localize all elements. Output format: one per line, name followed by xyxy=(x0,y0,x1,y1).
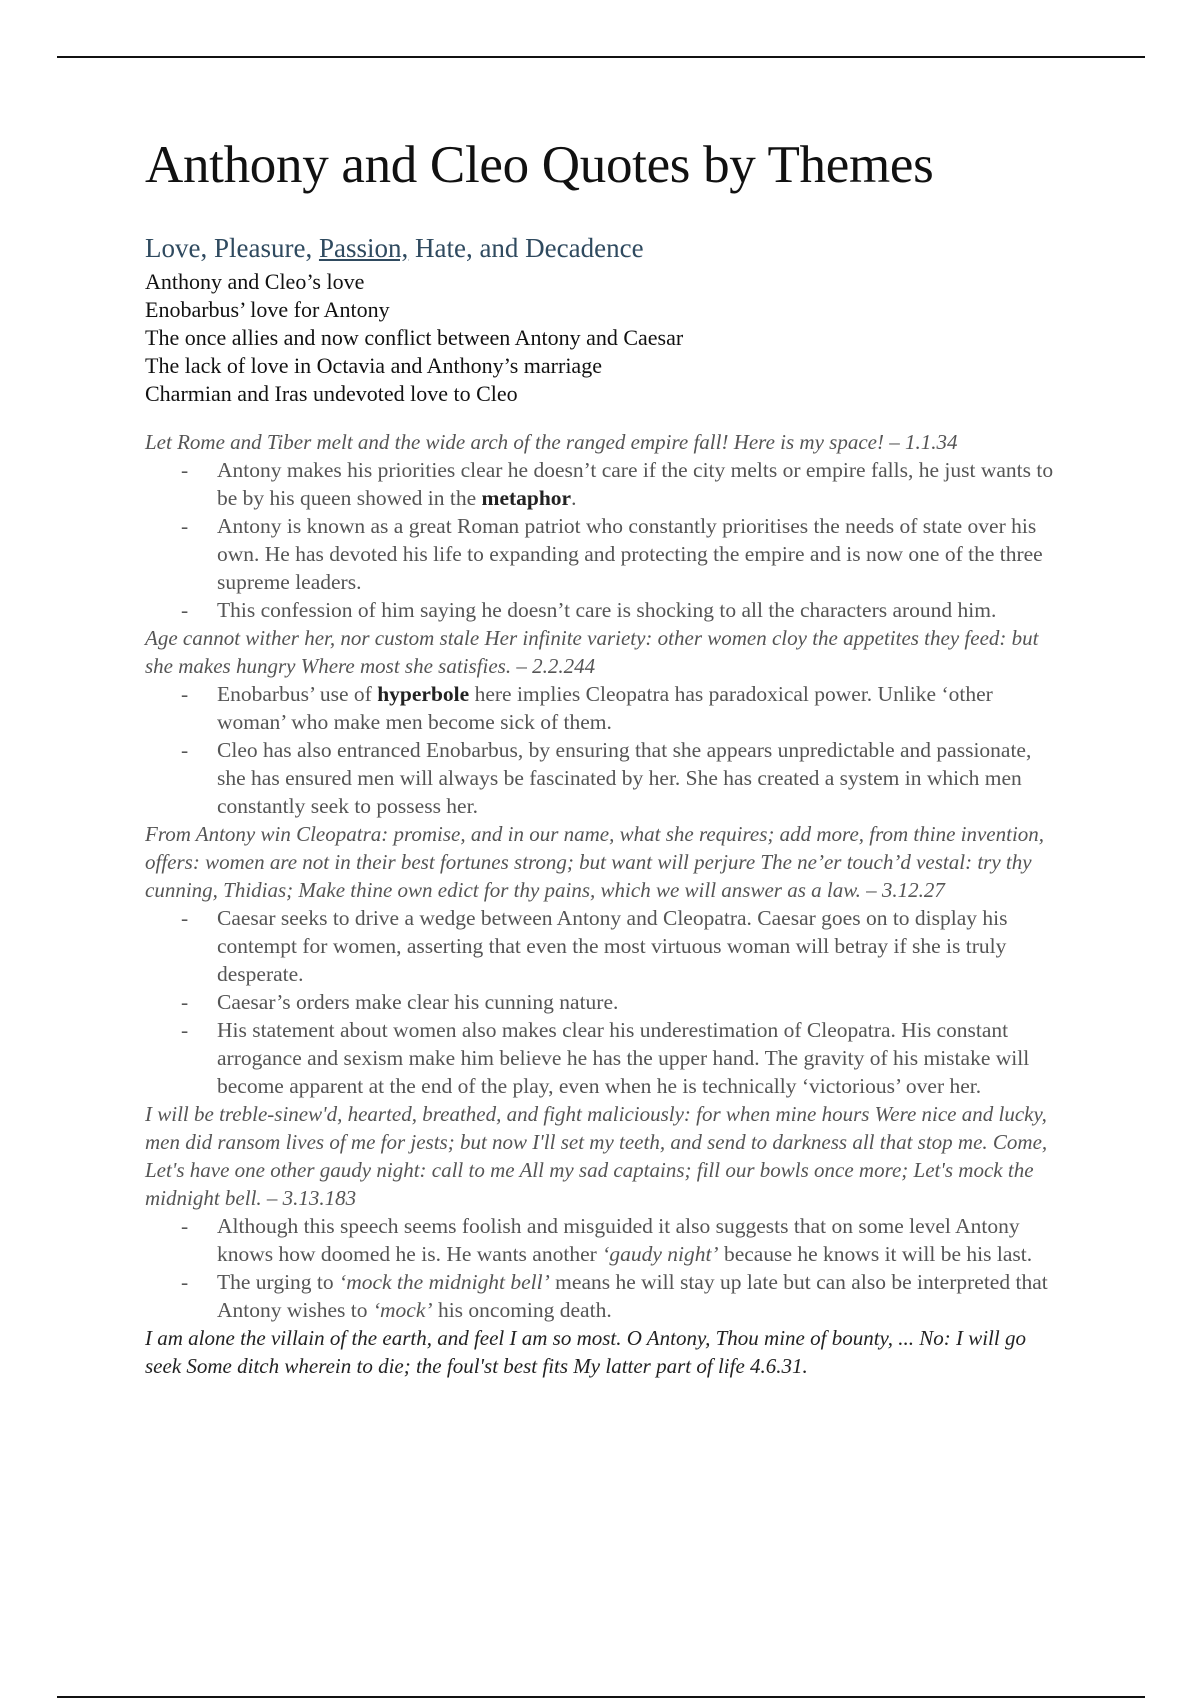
bottom-rule xyxy=(57,1696,1145,1698)
text-run: his oncoming death. xyxy=(432,1298,612,1323)
summary-line: Enobarbus’ love for Antony xyxy=(145,297,390,323)
analysis-point: - Cleo has also entranced Enobarbus, by ensuring that she appears unpredictable and passionate, she has ensured men will always be fascinated by her. She has created a system in which men constantly seek to possess her. xyxy=(217,736,1060,820)
theme-heading-part: Love, Pleasure, xyxy=(145,232,319,263)
text-run: Enobarbus’ use of xyxy=(217,682,378,707)
summary-line: The lack of love in Octavia and Anthony’s marriage xyxy=(145,353,602,379)
analysis-point: - His statement about women also makes clear his underestimation of Cleopatra. His constant arrogance and sexism make him believe he has the upper hand. The gravity of his mistake will become apparent at the end of the play, even when he is technically ‘victorious’ over her. xyxy=(217,1016,1060,1100)
text-run: here implies Cleopatra has paradoxical power. Unlike ‘other woman’ who make men become sick of them. xyxy=(217,682,993,735)
analysis-list xyxy=(145,456,1060,624)
analysis-point: - Antony is known as a great Roman patriot who constantly prioritises the needs of state over his own. He has devoted his life to expanding and protecting the empire and is now one of the three supreme leaders. xyxy=(217,512,1060,596)
quote: Age cannot wither her, nor custom stale Her infinite variety: other women cloy the appetites they feed: but she makes hungry Where most she satisfies. – 2.2.244 xyxy=(145,626,1039,679)
analysis-point: - This confession of him saying he doesn’t care is shocking to all the characters around him. xyxy=(217,596,1060,624)
text-run: means he will stay up late but can also be interpreted that Antony wishes to xyxy=(217,1270,1048,1323)
text-run: because he knows it will be his last. xyxy=(718,1242,1033,1267)
summary-line: Charmian and Iras undevoted love to Cleo xyxy=(145,381,518,407)
summary-line: The once allies and now conflict between Antony and Caesar xyxy=(145,325,684,351)
theme-heading xyxy=(145,232,1060,264)
analysis-point: - Caesar seeks to drive a wedge between Antony and Cleopatra. Caesar goes on to display his contempt for women, asserting that even the most virtuous woman will betray if she is truly desperate. xyxy=(217,904,1060,988)
quote: From Antony win Cleopatra: promise, and in our name, what she requires; add more, from thine invention, offers: women are not in their best fortunes strong; but want will perjure The ne’er touch’d vestal: try thy cunning, Thidias; Make thine own edict for thy pains, which we will answer as a law. – 3.12.27 xyxy=(145,822,1045,903)
embedded-quote: ‘gaudy night’ xyxy=(602,1242,719,1267)
embedded-quote: ‘mock’ xyxy=(372,1298,433,1323)
analysis-point xyxy=(217,1212,1060,1268)
quote: I am alone the villain of the earth, and feel I am so most. O Antony, Thou mine of bounty, ... No: I will go seek Some ditch wherein to die; the foul'st best fits My latter part of life 4.6.31. xyxy=(145,1326,1026,1379)
analysis-list xyxy=(145,904,1060,1100)
analysis-list xyxy=(145,1212,1060,1324)
text-run: . xyxy=(571,486,577,511)
text-run: Although this speech seems foolish and misguided it also suggests that on some level Antony knows how doomed he is. He wants another xyxy=(217,1214,1020,1267)
summary-line: Anthony and Cleo’s love xyxy=(145,269,365,295)
top-rule xyxy=(57,56,1145,58)
analysis-point xyxy=(217,456,1060,512)
page-title: Anthony and Cleo Quotes by Themes xyxy=(145,136,934,194)
theme-summary xyxy=(145,268,1060,408)
analysis-list xyxy=(145,680,1060,820)
text-run: Antony makes his priorities clear he doesn’t care if the city melts or empire falls, he just wants to be by his queen showed in the xyxy=(217,458,1054,511)
document-body xyxy=(145,135,1060,1380)
quote: Let Rome and Tiber melt and the wide arch of the ranged empire fall! Here is my space! – 1.1.34 xyxy=(145,430,958,455)
text-run: The urging to xyxy=(217,1270,340,1295)
quote: I will be treble-sinew'd, hearted, breathed, and fight maliciously: for when mine hours Were nice and lucky, men did ransom lives of me for jests; but now I'll set my teeth, and send to darkness all that stop me. Come, Let's have one other gaudy night: call to me All my sad captains; fill our bowls once more; Let's mock the midnight bell. – 3.13.183 xyxy=(145,1102,1048,1211)
analysis-point: - Caesar’s orders make clear his cunning nature. xyxy=(217,988,1060,1016)
theme-heading-underlined: Passion, xyxy=(318,232,409,263)
analysis-point xyxy=(217,680,1060,736)
key-term: hyperbole xyxy=(377,682,470,707)
analysis-point xyxy=(217,1268,1060,1324)
theme-heading-part: Hate, and Decadence xyxy=(408,232,644,263)
key-term: metaphor xyxy=(481,486,572,511)
embedded-quote: ‘mock the midnight bell’ xyxy=(339,1270,550,1295)
